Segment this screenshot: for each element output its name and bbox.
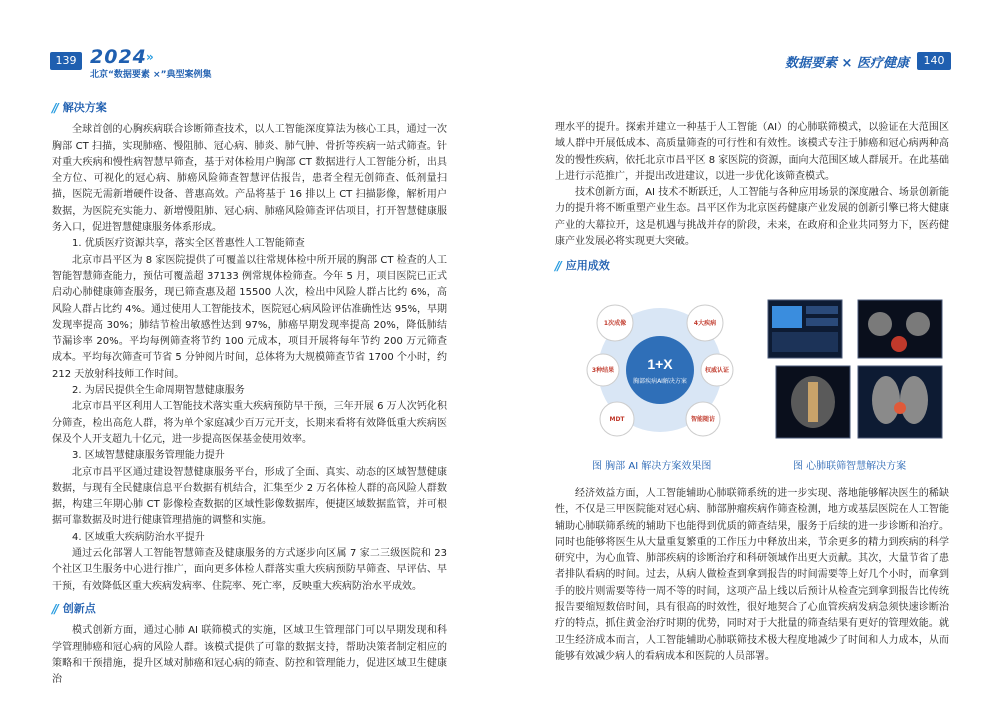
item1-title: 1. 优质医疗资源共享，落实全区普惠性人工智能筛查 — [72, 238, 305, 250]
section-heading — [52, 601, 447, 617]
solution-intro: 全球首创的心胸疾病联合诊断筛查技术，以人工智能深度算法为核心工具，通过一次胸部 CT 扫描，实现肺癌、慢阻肺、冠心病、肺炎、肺气肿、骨折等疾病一站式筛查。针对重大疾病和慢性病智慧早筛查，基于对体检用户胸部 CT 数据进行人工智能分析，出具全方位、可视化的冠心病、肺癌风险筛查智慧评估报告，患者全程无创筛查、低剂量扫描，医院无需新增硬件设备、普惠高效。产品将基于 16 排以上 CT 扫描影像，解析用户数据，为医院充实能力、新增慢阻肺、冠心病、肺癌风险筛查评估项目，打开智慧健康服务入口，促进智慧健康服务体系形成。 — [52, 124, 447, 234]
item1-text: 北京市昌平区为 8 家医院提供了可覆盖以往常规体检中所开展的胸部 CT 检查的人工智能智慧筛查能力，预估可覆盖超 37133 例常规体检筛查。今年 5 月，项目医院已正式启动心肺健康筛查服务，现已筛查惠及超 15500 人次，检出中风险人群占比约 6%，高风险人群占比约 4%。通过使用人工智能技术，医院冠心病风险评估准确性达 95%，早期发现率提高 30%；肺结节检出敏感性达到 97%，肺癌早期发现率提高 20%，降低肺结节漏诊率 20%。平均每例筛查将节约 100 元成本，项目开展将每年节约 200 万元筛查成本。平均每次筛查可节省 5 分钟阅片时间，总体将为大规模筛查节省 1700 个小时，约 212 天放射科技师工作时间。 — [52, 254, 447, 380]
continued-text: 理水平的提升。探索并建立一种基于人工智能（AI）的心肺联筛模式，以验证在大范围区域人群中开展低成本、高质量筛查的可行性和有效性。该模式专注于肺癌和冠心病两种高发的慢性疾病，依托北京市昌平区 8 家医院的资源，面向大范围区域人群展开。在此基础上进行示范推广，并提出改进建议，以进一步优化该筛查模式。 — [555, 122, 949, 182]
item2-title: 2. 为居民提供全生命周期智慧健康服务 — [72, 385, 245, 397]
figure-cardiopulmonary-screens — [762, 296, 946, 444]
year-logo: 2024 — [90, 46, 147, 68]
item4-title: 4. 区域重大疾病防治水平提升 — [72, 531, 205, 543]
figure-center-sub: 胸部疾病AI解决方案 — [633, 378, 687, 385]
arrows-icon: » — [146, 50, 154, 64]
section-bars-icon: // — [52, 601, 57, 616]
figure-ai-solution — [585, 295, 735, 445]
section-heading — [555, 258, 949, 274]
right-column-top — [555, 120, 949, 281]
petal-label: MDT — [609, 416, 625, 423]
figure-center-title: 1+X — [647, 356, 673, 372]
section-heading — [52, 100, 447, 116]
petal-label: 1次成像 — [603, 320, 627, 327]
section-bars-icon: // — [52, 101, 57, 115]
right-column-bottom — [555, 486, 949, 665]
petal-label: 4大疾病 — [693, 320, 717, 327]
right-page-number: 140 — [917, 52, 951, 70]
left-page-number: 139 — [50, 52, 82, 70]
tech-innovation-text: 技术创新方面，AI 技术不断跃迁，人工智能与各种应用场景的深度融合、场景创新能力的提升将不断重塑产业生态。昌平区作为北京医药健康产业发展的创新引擎已将大健康产业的大幕拉开，这是机遇与挑战并存的阶段，未来，在政府和企业共同努力下，医药健康产业发展必将实现更大突破。 — [555, 187, 949, 248]
page-header — [0, 0, 1000, 78]
item3-title: 3. 区域智慧健康服务管理能力提升 — [72, 450, 225, 462]
section-title-results: 应用成效 — [565, 259, 610, 273]
petal-label: 3种结果 — [591, 367, 615, 374]
figure2-caption: 图 心肺联筛智慧解决方案 — [793, 461, 907, 472]
item3-text: 北京市昌平区通过建设智慧健康服务平台，形成了全面、真实、动态的区域智慧健康数据，与现有全民健康信息平台数据有机结合，汇集至少 2 万名体检人群的高风险人群数据，构建三年期心肺 CT 影像检查数据的区域性影像数据库，便捷区域数据监管，并可根据可靠数据及时进行健康管理措施的调整和实施。 — [52, 466, 447, 527]
figure1-caption: 图 胸部 AI 解决方案效果图 — [592, 461, 712, 472]
section-bars-icon: // — [555, 259, 560, 274]
section-title-solution: 解决方案 — [62, 101, 107, 114]
innovation-text: 模式创新方面，通过心肺 AI 联筛模式的实施，区域卫生管理部门可以早期发现和科学管理肺癌和冠心病的风险人群。该模式提供了可靠的数据支持，帮助决策者制定相应的策略和干预措施，提升区域对肺癌和冠心病的筛查、防控和管理能力，促进区域卫生健康治 — [52, 625, 447, 686]
item2-text: 北京市昌平区利用人工智能技术落实重大疾病预防早干预，三年开展 6 万人次钙化积分筛查，检出高危人群，将为单个家庭减少百万元开支，长期来看将有效降低重大疾病医保及个人开支超九十亿元，进一步提高医保基金使用效率。 — [52, 401, 447, 445]
item4-text: 通过云化部署人工智能智慧筛查及健康服务的方式逐步向区属 7 家二三级医院和 23 个社区卫生服务中心进行推广，面向更多体检人群落实重大疾病预防早筛查、早评估、早干预，有效降低区重大疾病发病率、住院率、死亡率，反映重大疾病防治水平成效。 — [52, 548, 447, 592]
section-title-innovation: 创新点 — [62, 601, 96, 615]
right-brand: 数据要素 × 医疗健康 — [785, 56, 909, 71]
left-column — [52, 96, 447, 688]
economic-benefit-text: 经济效益方面，人工智能辅助心肺联筛系统的进一步实现、落地能够解决医生的稀缺性，不仅是三甲医院能对冠心病、肺部肿瘤疾病作筛查检测，地方或基层医院在人工智能辅助心肺联筛系统的辅助下也能得到优质的筛查结果，服务于后续的进一步诊断和治疗。同时也能够将医生从大量重复繁重的工作压力中释放出来，节余更多的精力到疾病的科学研究中，为心血管、肺部疾病的诊断治疗和科研领域作出更大贡献。其次，大量节省了患者排队看病的时间。过去，从病人做检查到拿到报告的时间需要等上好几个小时，而拿到手的胶片则需要等待一周不等的时间，这项产品上线以后预计从检查完到拿到报告比传统报告要缩短数倍时间，具有很高的时效性，很好地契合了心血管疾病发病急须快速诊断治疗的特点，抓住黄金治疗时期的优势，同时对于大批量的筛查结果有更好的管理效能。就卫生经济成本而言，人工智能辅助心肺联筛技术极大程度地减少了时间和人力成本，从而能够有效减少病人的看病成本和医院的人员部署。 — [555, 488, 949, 662]
petal-label: 权威认证 — [704, 367, 730, 374]
petal-label: 智能随访 — [690, 416, 716, 423]
book-title: 北京“数据要素 ×”典型案例集 — [90, 70, 212, 80]
